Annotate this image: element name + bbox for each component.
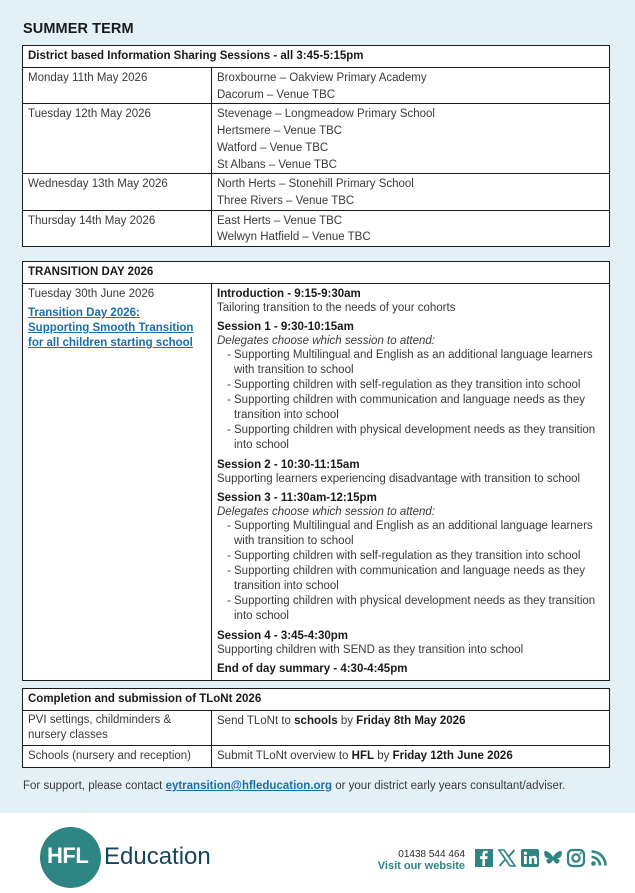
list-item: - Supporting children with self-regulation as they transition into school	[227, 379, 581, 392]
list-item: - Supporting children with communication and language needs as they transition into school	[227, 394, 585, 422]
transition-day-table	[22, 261, 610, 681]
tlont-who: PVI settings, childminders & nursery classes	[23, 711, 212, 746]
venue: Dacorum – Venue TBC	[217, 88, 336, 101]
session-4-block	[217, 629, 604, 657]
session-2-title: Session 2 - 10:30-11:15am	[217, 458, 360, 471]
session-3-note: Delegates choose which session to attend:	[217, 505, 435, 518]
table-row	[23, 68, 610, 104]
session-date: Thursday 14th May 2026	[23, 210, 212, 246]
transition-day-header: TRANSITION DAY 2026	[23, 262, 610, 284]
district-sessions-header: District based Information Sharing Sessions - all 3:45-5:15pm	[23, 46, 610, 68]
table-row	[23, 711, 610, 746]
transition-date: Tuesday 30th June 2026	[28, 288, 155, 300]
session-date: Monday 11th May 2026	[23, 68, 212, 104]
transition-day-info	[23, 284, 212, 681]
venue: Hertsmere – Venue TBC	[217, 125, 343, 138]
logo-text: Education	[104, 843, 211, 870]
venue: East Herts – Venue TBC	[217, 214, 343, 227]
tlont-header: Completion and submission of TLoNt 2026	[23, 689, 610, 711]
session-venues	[212, 210, 610, 246]
venue: North Herts – Stonehill Primary School	[217, 178, 414, 191]
table-header-row	[23, 689, 610, 711]
intro-title: Introduction - 9:15-9:30am	[217, 288, 361, 300]
summary-title: End of day summary - 4:30-4:45pm	[217, 662, 408, 675]
session-date: Wednesday 13th May 2026	[23, 174, 212, 210]
venue: St Albans – Venue TBC	[217, 158, 337, 171]
table-row	[23, 174, 610, 210]
session-1-note: Delegates choose which session to attend:	[217, 335, 435, 347]
table-row	[23, 746, 610, 768]
instagram-icon[interactable]	[566, 848, 586, 868]
x-icon[interactable]	[497, 848, 517, 868]
phone-number: 01438 544 464	[398, 849, 465, 860]
tlont-action: Submit TLoNt overview to HFL by Friday 12th June 2026	[212, 746, 610, 768]
transition-day-schedule	[212, 284, 610, 681]
list-item: - Supporting Multilingual and English as an additional language learners with transition to school	[227, 520, 593, 547]
social-links	[474, 848, 609, 868]
summary-block	[217, 662, 604, 676]
table-row	[23, 284, 610, 681]
footer	[0, 813, 635, 893]
table-row	[23, 104, 610, 174]
list-item: - Supporting children with physical development needs as they transition into school	[227, 594, 596, 622]
venue: Welwyn Hatfield – Venue TBC	[217, 231, 371, 244]
list-item: - Supporting children with communication and language needs as they transition into school	[227, 565, 585, 592]
logo-mark: HFL	[47, 843, 89, 868]
facebook-icon[interactable]	[474, 848, 494, 868]
website-link[interactable]: Visit our website	[377, 860, 465, 872]
session-venues	[212, 68, 610, 104]
session-4-desc: Supporting children with SEND as they transition into school	[217, 643, 524, 656]
link-line: Supporting Smooth Transition	[28, 322, 194, 334]
session-3-block	[217, 491, 604, 624]
district-sessions-table	[22, 45, 610, 247]
list-item: - Supporting children with physical development needs as they transition into school	[227, 424, 596, 451]
session-3-title: Session 3 - 11:30am-12:15pm	[217, 491, 377, 504]
venue: Stevenage – Longmeadow Primary School	[217, 108, 435, 121]
session-1-options	[217, 348, 604, 452]
table-header-row	[23, 262, 610, 284]
support-email-link[interactable]: eytransition@hfleducation.org	[165, 780, 333, 792]
rss-icon[interactable]	[589, 848, 609, 868]
list-item: - Supporting children with self-regulation as they transition into school	[227, 549, 581, 562]
session-2-block	[217, 458, 604, 486]
tlont-who: Schools (nursery and reception)	[23, 746, 212, 768]
linkedin-icon[interactable]	[520, 848, 540, 868]
session-venues	[212, 104, 610, 174]
session-1-block	[217, 320, 604, 453]
session-2-desc: Supporting learners experiencing disadvantage with transition to school	[217, 472, 581, 485]
table-header-row	[23, 46, 610, 68]
transition-day-link[interactable]	[28, 306, 206, 351]
intro-desc: Tailoring transition to the needs of your cohorts	[217, 302, 456, 314]
page-title: SUMMER TERM	[23, 21, 134, 37]
venue: Broxbourne – Oakview Primary Academy	[217, 72, 427, 84]
link-line: Transition Day 2026:	[28, 307, 140, 319]
table-row	[23, 210, 610, 246]
session-venues	[212, 174, 610, 210]
session-4-title: Session 4 - 3:45-4:30pm	[217, 629, 349, 642]
tlont-table	[22, 688, 610, 768]
bluesky-icon[interactable]	[543, 848, 563, 868]
link-line: for all children starting school	[28, 337, 193, 349]
list-item: - Supporting Multilingual and English as an additional language learners with transition to school	[227, 349, 593, 377]
support-text: For support, please contact eytransition@hfleducation.org or your district early years consultant/adviser.	[23, 780, 566, 792]
session-date: Tuesday 12th May 2026	[23, 104, 212, 174]
venue: Three Rivers – Venue TBC	[217, 194, 355, 207]
venue: Watford – Venue TBC	[217, 141, 329, 154]
session-3-options	[217, 519, 604, 623]
tlont-action: Send TLoNt to schools by Friday 8th May 2026	[212, 711, 610, 746]
intro-block	[217, 287, 604, 315]
session-1-title: Session 1 - 9:30-10:15am	[217, 321, 354, 333]
